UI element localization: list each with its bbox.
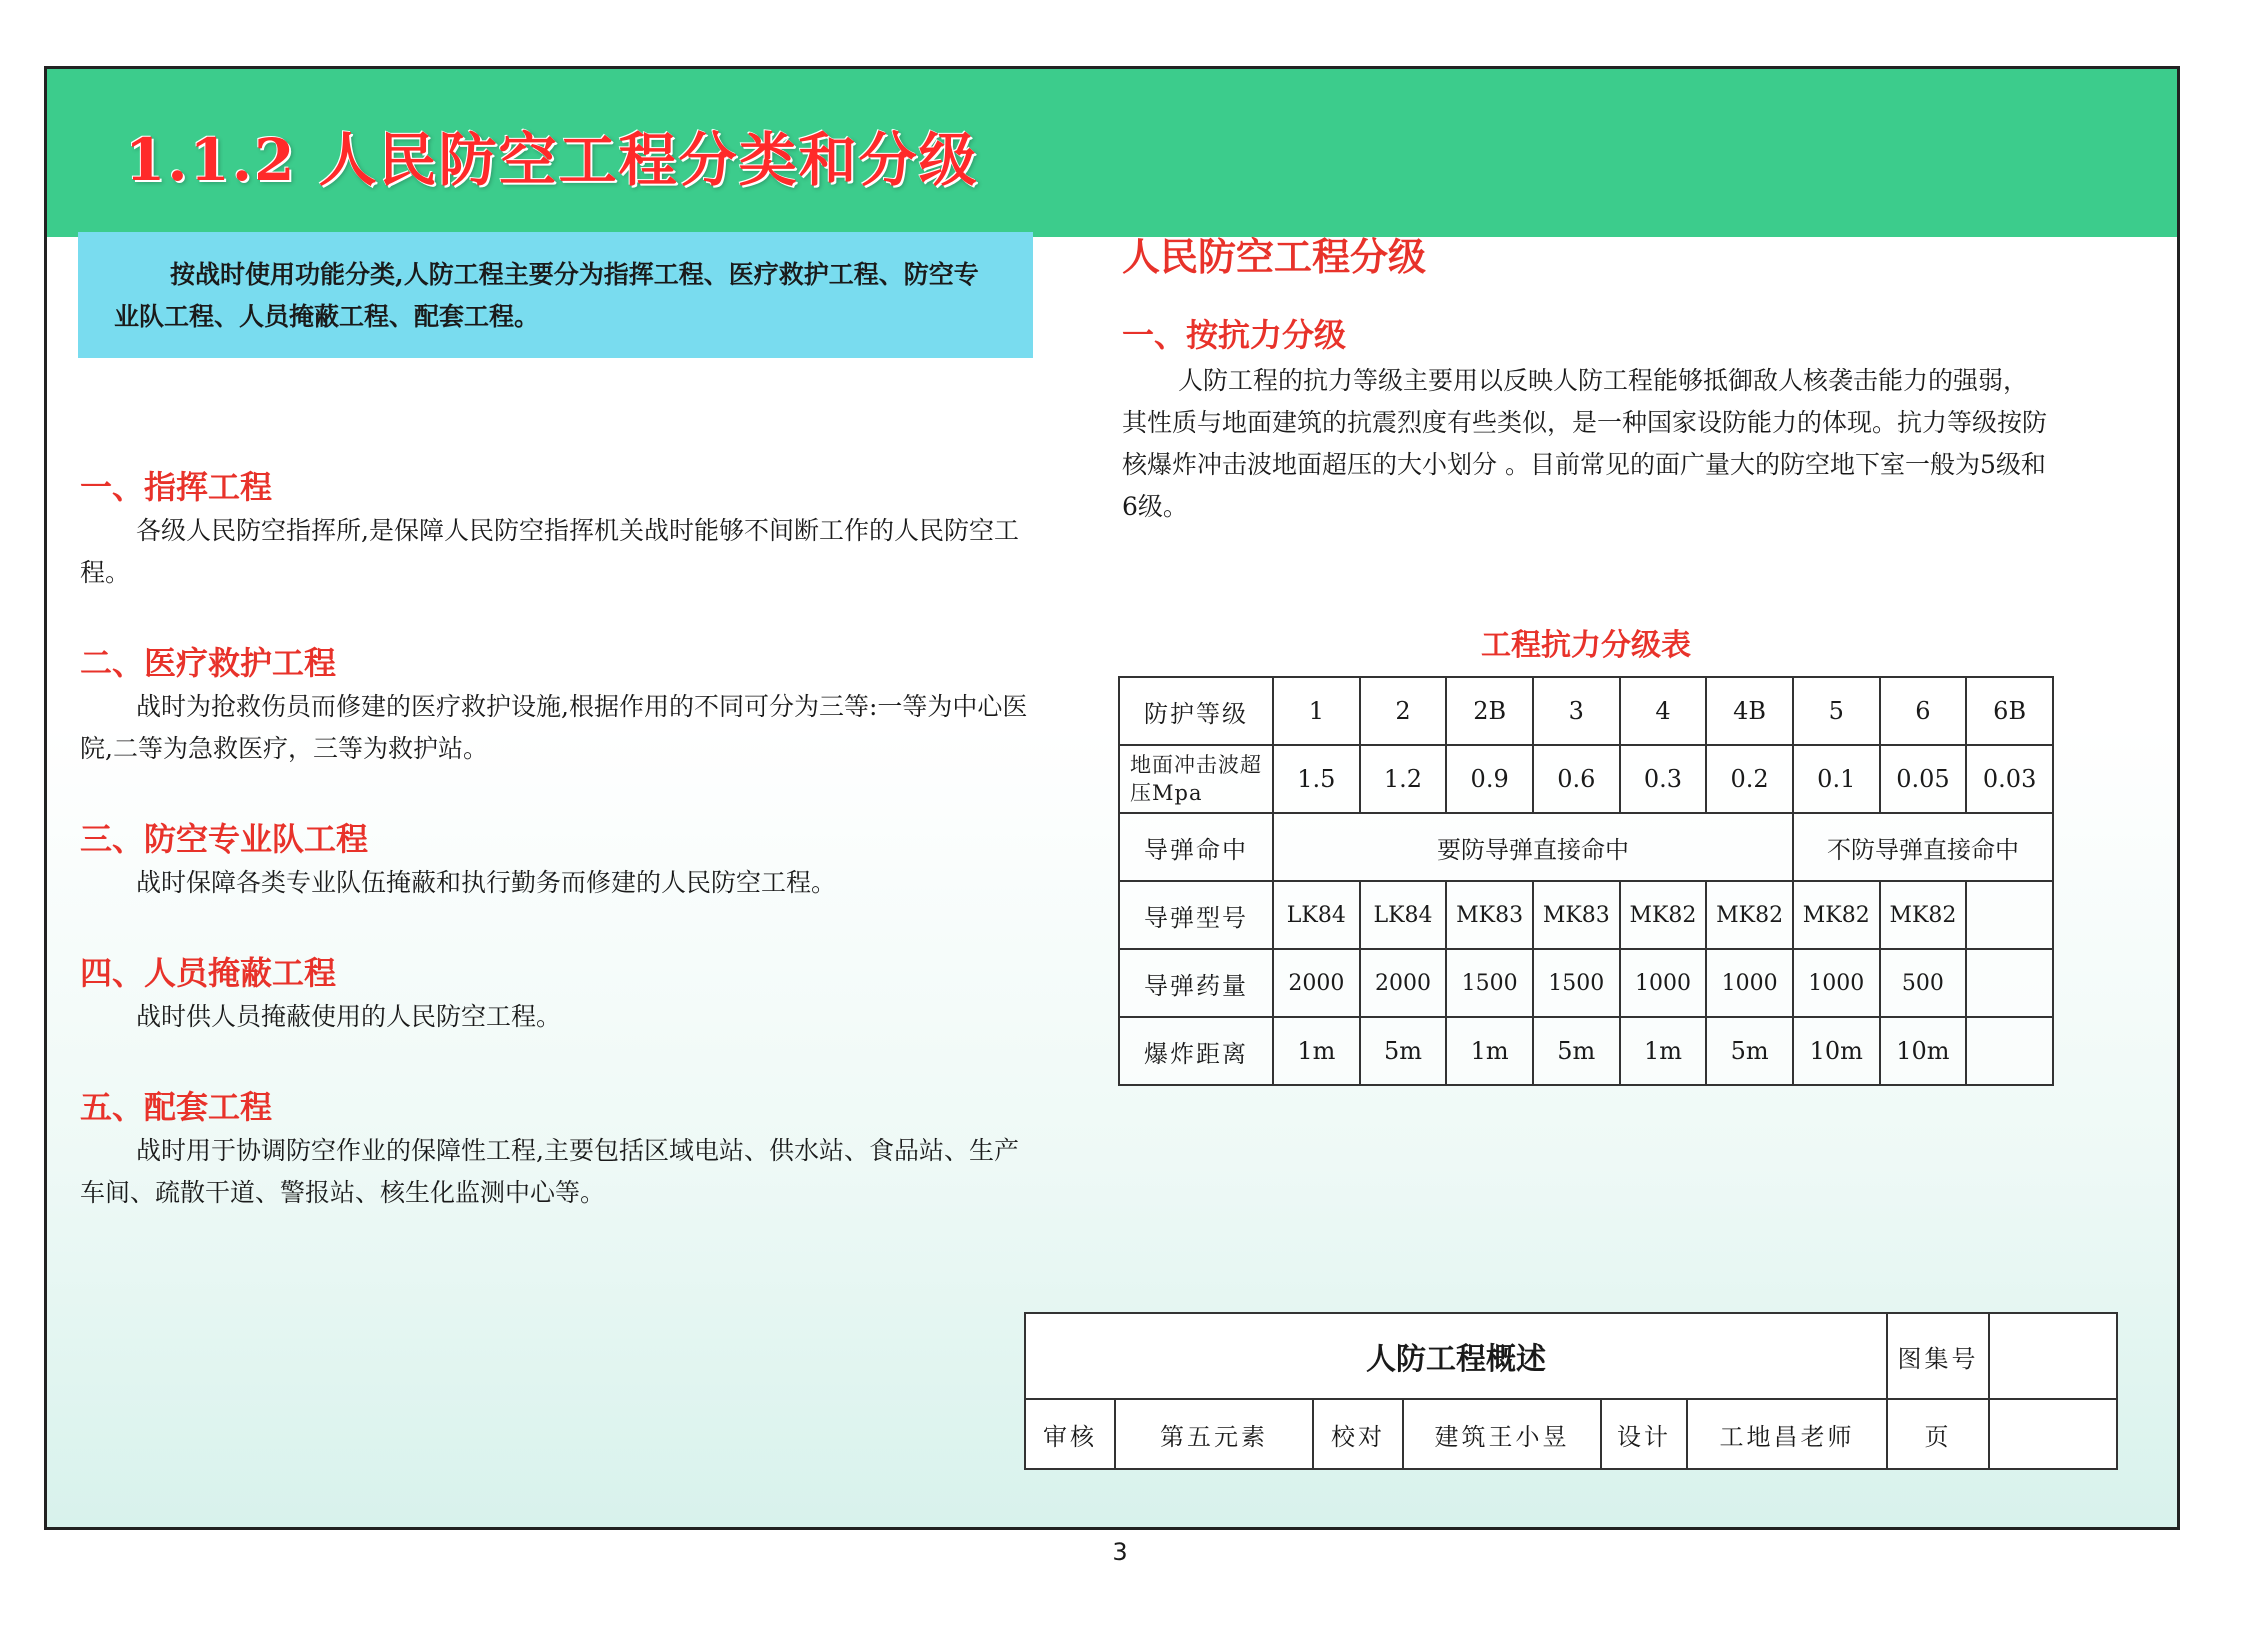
row-label: 导弹型号	[1119, 881, 1273, 949]
row-label: 爆炸距离	[1119, 1017, 1273, 1085]
page-value	[1989, 1399, 2117, 1469]
table-row-protection-level	[1119, 677, 2053, 745]
level-cell: 2	[1360, 677, 1447, 745]
charge-cell: 1500	[1533, 949, 1620, 1017]
pressure-cell: 1.2	[1360, 745, 1447, 813]
level-cell: 3	[1533, 677, 1620, 745]
pressure-cell: 0.6	[1533, 745, 1620, 813]
title-block-title: 人防工程概述	[1025, 1313, 1887, 1399]
missile-type-cell: LK84	[1360, 881, 1447, 949]
page-number: 3	[1112, 1538, 1128, 1566]
check-label: 校对	[1313, 1399, 1403, 1469]
level-cell: 4	[1620, 677, 1707, 745]
distance-cell: 10m	[1793, 1017, 1880, 1085]
charge-cell: 500	[1880, 949, 1967, 1017]
distance-cell: 1m	[1620, 1017, 1707, 1085]
intro-box: 按战时使用功能分类,人防工程主要分为指挥工程、医疗救护工程、防空专业队工程、人员掩蔽工程、配套工程。	[78, 232, 1033, 358]
distance-cell: 5m	[1533, 1017, 1620, 1085]
level-cell: 6B	[1966, 677, 2053, 745]
title-block	[1024, 1312, 2118, 1470]
pressure-cell: 0.03	[1966, 745, 2053, 813]
section-heading-command: 一、指挥工程	[80, 468, 273, 506]
charge-cell: 2000	[1273, 949, 1360, 1017]
grading-title: 人民防空工程分级	[1122, 235, 1427, 279]
atlas-number-label: 图集号	[1887, 1313, 1989, 1399]
charge-cell: 1000	[1706, 949, 1793, 1017]
pressure-cell: 0.3	[1620, 745, 1707, 813]
level-cell: 1	[1273, 677, 1360, 745]
pressure-cell: 1.5	[1273, 745, 1360, 813]
row-label: 地面冲击波超压Mpa	[1119, 745, 1273, 813]
section-heading-supporting: 五、配套工程	[80, 1088, 273, 1126]
charge-cell: 1500	[1446, 949, 1533, 1017]
page-title: 1.1.2 人民防空工程分类和分级	[125, 126, 979, 194]
level-cell: 2B	[1446, 677, 1533, 745]
charge-cell: 2000	[1360, 949, 1447, 1017]
distance-cell: 1m	[1273, 1017, 1360, 1085]
design-label: 设计	[1601, 1399, 1687, 1469]
missile-type-cell: MK82	[1620, 881, 1707, 949]
missile-type-cell: MK82	[1706, 881, 1793, 949]
atlas-number-value	[1989, 1313, 2117, 1399]
designer-name: 工地昌老师	[1687, 1399, 1887, 1469]
resistance-grade-table	[1118, 676, 2054, 1086]
checker-name: 建筑王小昱	[1403, 1399, 1601, 1469]
row-label: 防护等级	[1119, 677, 1273, 745]
pressure-cell: 0.9	[1446, 745, 1533, 813]
hit-required-cell: 要防导弹直接命中	[1273, 813, 1793, 881]
reviewer-name: 第五元素	[1115, 1399, 1313, 1469]
grading-subtitle: 一、按抗力分级	[1122, 316, 1347, 354]
section-heading-personnel-shelter: 四、人员掩蔽工程	[80, 954, 337, 992]
missile-type-cell: LK84	[1273, 881, 1360, 949]
pressure-cell: 0.2	[1706, 745, 1793, 813]
row-label: 导弹命中	[1119, 813, 1273, 881]
section-body-medical: 战时为抢救伤员而修建的医疗救护设施,根据作用的不同可分为三等:一等为中心医院,二等为急救医疗，三等为救护站。	[80, 692, 1028, 763]
hit-not-required-cell: 不防导弹直接命中	[1793, 813, 2053, 881]
distance-cell: 5m	[1706, 1017, 1793, 1085]
missile-type-cell	[1966, 881, 2053, 949]
section-body-professional-team: 战时保障各类专业队伍掩蔽和执行勤务而修建的人民防空工程。	[136, 868, 837, 897]
pressure-cell: 0.05	[1880, 745, 1967, 813]
distance-cell: 10m	[1880, 1017, 1967, 1085]
section-body-supporting: 战时用于协调防空作业的保障性工程,主要包括区域电站、供水站、食品站、生产车间、疏散干道、警报站、核生化监测中心等。	[80, 1136, 1019, 1207]
table-row-overpressure	[1119, 745, 2053, 813]
section-heading-medical: 二、医疗救护工程	[80, 644, 337, 682]
section-body-personnel-shelter: 战时供人员掩蔽使用的人民防空工程。	[136, 1002, 562, 1031]
charge-cell: 1000	[1620, 949, 1707, 1017]
level-cell: 4B	[1706, 677, 1793, 745]
level-cell: 6	[1880, 677, 1967, 745]
missile-type-cell: MK82	[1793, 881, 1880, 949]
charge-cell: 1000	[1793, 949, 1880, 1017]
section-heading-professional-team: 三、防空专业队工程	[80, 820, 369, 858]
table-row-charge	[1119, 949, 2053, 1017]
distance-cell: 1m	[1446, 1017, 1533, 1085]
charge-cell	[1966, 949, 2053, 1017]
table-row-missile-hit	[1119, 813, 2053, 881]
resistance-table-title: 工程抗力分级表	[1481, 628, 1691, 663]
table-row-distance	[1119, 1017, 2053, 1085]
pressure-cell: 0.1	[1793, 745, 1880, 813]
row-label: 导弹药量	[1119, 949, 1273, 1017]
section-body-command: 各级人民防空指挥所,是保障人民防空指挥机关战时能够不间断工作的人民防空工程。	[80, 516, 1019, 587]
distance-cell: 5m	[1360, 1017, 1447, 1085]
grading-body: 人防工程的抗力等级主要用以反映人防工程能够抵御敌人核袭击能力的强弱，其性质与地面建筑的抗震烈度有些类似，是一种国家设防能力的体现。抗力等级按防核爆炸冲击波地面超压的大小划分 。目前常见的面广量大的防空地下室一般为5级和6级。	[1122, 366, 2048, 521]
level-cell: 5	[1793, 677, 1880, 745]
missile-type-cell: MK82	[1880, 881, 1967, 949]
table-row-missile-type	[1119, 881, 2053, 949]
missile-type-cell: MK83	[1446, 881, 1533, 949]
review-label: 审核	[1025, 1399, 1115, 1469]
distance-cell	[1966, 1017, 2053, 1085]
missile-type-cell: MK83	[1533, 881, 1620, 949]
page-label: 页	[1887, 1399, 1989, 1469]
